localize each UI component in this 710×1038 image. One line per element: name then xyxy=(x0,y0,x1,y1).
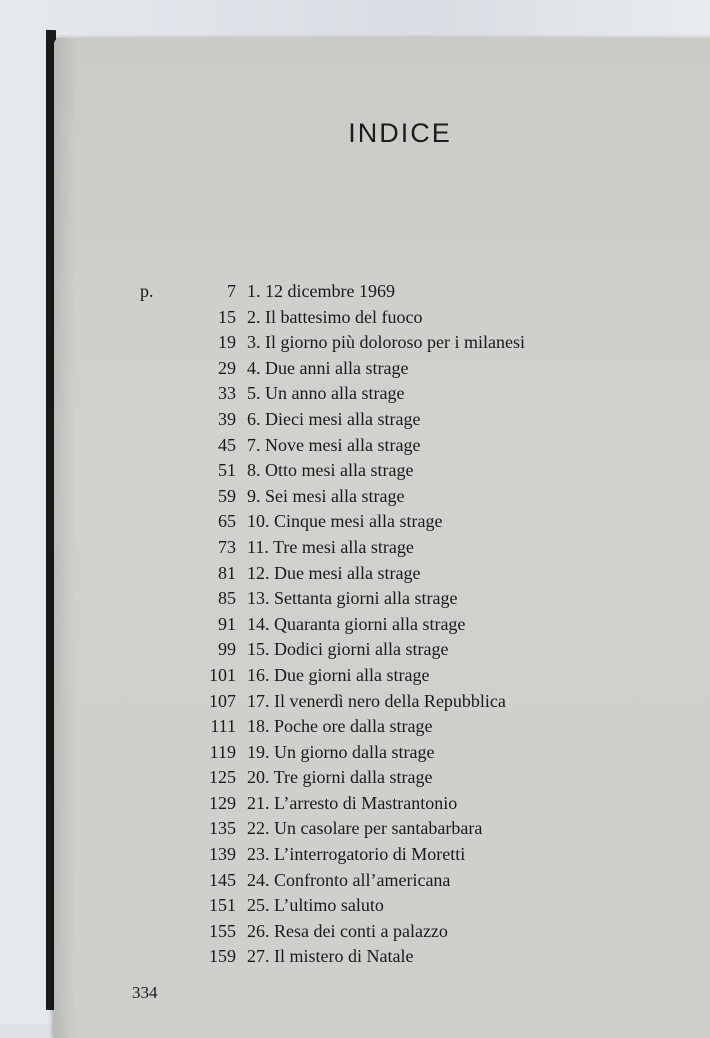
toc-page-number: 39 xyxy=(218,408,236,429)
toc-page-number: 129 xyxy=(209,792,236,813)
toc-page-number: 85 xyxy=(218,588,236,609)
toc-chapter-title: 9. Sei mesi alla strage xyxy=(247,485,405,506)
toc-chapter-title: 20. Tre giorni dalla strage xyxy=(247,767,433,788)
toc-entry xyxy=(140,868,525,894)
toc-entry xyxy=(140,791,525,817)
toc-page-number: 29 xyxy=(218,357,236,378)
toc-entry xyxy=(140,458,525,484)
toc-entry xyxy=(140,381,525,407)
toc-entry xyxy=(140,330,525,356)
toc-chapter-title: 1. 12 dicembre 1969 xyxy=(247,281,395,301)
toc-page-number: 7 xyxy=(227,281,236,301)
toc-chapter-title: 3. Il giorno più doloroso per i milanesi xyxy=(247,332,525,353)
toc-page-number: 33 xyxy=(218,383,236,404)
toc-entry xyxy=(140,561,525,587)
toc-chapter-title: 4. Due anni alla strage xyxy=(247,357,409,378)
toc-chapter-title: 22. Un casolare per santabarbara xyxy=(247,818,483,839)
toc-page-number: 59 xyxy=(218,485,236,506)
toc-entry xyxy=(140,612,525,638)
toc-page-number: 111 xyxy=(210,716,236,737)
toc-page-number: 99 xyxy=(218,639,236,660)
toc-entry xyxy=(140,509,525,535)
page-folio-number: 334 xyxy=(132,983,158,1002)
toc-entry xyxy=(140,816,525,842)
toc-chapter-title: 14. Quaranta giorni alla strage xyxy=(247,613,466,634)
toc-page-number: 139 xyxy=(209,844,236,865)
toc-entry xyxy=(140,535,525,561)
toc-page-number: 81 xyxy=(218,562,236,583)
toc-entry xyxy=(140,740,525,766)
toc-page-number: 65 xyxy=(218,511,236,532)
toc-page-number: 155 xyxy=(209,920,236,941)
page-prefix-label: p. xyxy=(140,281,154,301)
toc-page-number: 91 xyxy=(218,613,236,634)
toc-chapter-title: 6. Dieci mesi alla strage xyxy=(247,408,421,429)
toc-chapter-title: 11. Tre mesi alla strage xyxy=(247,536,414,557)
toc-chapter-title: 24. Confronto all’americana xyxy=(247,869,451,890)
toc-page-number: 19 xyxy=(218,332,236,353)
toc-entry xyxy=(140,433,525,459)
toc-chapter-title: 5. Un anno alla strage xyxy=(247,383,405,404)
toc-entry xyxy=(140,356,525,382)
toc-chapter-title: 13. Settanta giorni alla strage xyxy=(247,588,458,609)
toc-chapter-title: 17. Il venerdì nero della Repubblica xyxy=(247,690,506,711)
toc-entry xyxy=(140,279,525,305)
toc-page-number: 159 xyxy=(209,946,236,967)
toc-chapter-title: 23. L’interrogatorio di Moretti xyxy=(247,844,466,865)
page-gutter-shadow xyxy=(54,38,76,1038)
toc-page-number: 45 xyxy=(218,434,236,455)
toc-chapter-title: 26. Resa dei conti a palazzo xyxy=(247,920,448,941)
toc-entry xyxy=(140,689,525,715)
toc-page-number: 15 xyxy=(218,306,236,327)
toc-chapter-title: 16. Due giorni alla strage xyxy=(247,664,430,685)
toc-page-number: 135 xyxy=(209,818,236,839)
toc-page-number: 145 xyxy=(209,869,236,890)
table-of-contents xyxy=(140,279,525,970)
toc-entry xyxy=(140,586,525,612)
page-title: INDICE xyxy=(348,118,452,148)
toc-entry xyxy=(140,663,525,689)
toc-entry xyxy=(140,893,525,919)
toc-entry xyxy=(140,944,525,970)
toc-chapter-title: 19. Un giorno dalla strage xyxy=(247,741,435,762)
toc-entry xyxy=(140,305,525,331)
toc-chapter-title: 12. Due mesi alla strage xyxy=(247,562,421,583)
toc-chapter-title: 2. Il battesimo del fuoco xyxy=(247,306,423,327)
toc-entry xyxy=(140,637,525,663)
toc-chapter-title: 27. Il mistero di Natale xyxy=(247,946,414,967)
toc-chapter-title: 21. L’arresto di Mastrantonio xyxy=(247,792,458,813)
toc-page-number: 125 xyxy=(209,767,236,788)
toc-page-number: 73 xyxy=(218,536,236,557)
toc-chapter-title: 7. Nove mesi alla strage xyxy=(247,434,421,455)
toc-page-number: 51 xyxy=(218,460,236,481)
toc-entry xyxy=(140,765,525,791)
toc-page-number: 101 xyxy=(209,664,236,685)
toc-entry xyxy=(140,919,525,945)
toc-chapter-title: 8. Otto mesi alla strage xyxy=(247,460,414,481)
toc-page-number: 119 xyxy=(209,741,236,762)
toc-entry xyxy=(140,484,525,510)
toc-page-number: 107 xyxy=(209,690,236,711)
toc-chapter-title: 25. L’ultimo saluto xyxy=(247,895,384,916)
toc-entry xyxy=(140,714,525,740)
toc-entry xyxy=(140,842,525,868)
toc-chapter-title: 15. Dodici giorni alla strage xyxy=(247,639,449,660)
toc-chapter-title: 18. Poche ore dalla strage xyxy=(247,716,433,737)
toc-chapter-title: 10. Cinque mesi alla strage xyxy=(247,511,443,532)
toc-entry xyxy=(140,407,525,433)
toc-page-number: 151 xyxy=(209,895,236,916)
